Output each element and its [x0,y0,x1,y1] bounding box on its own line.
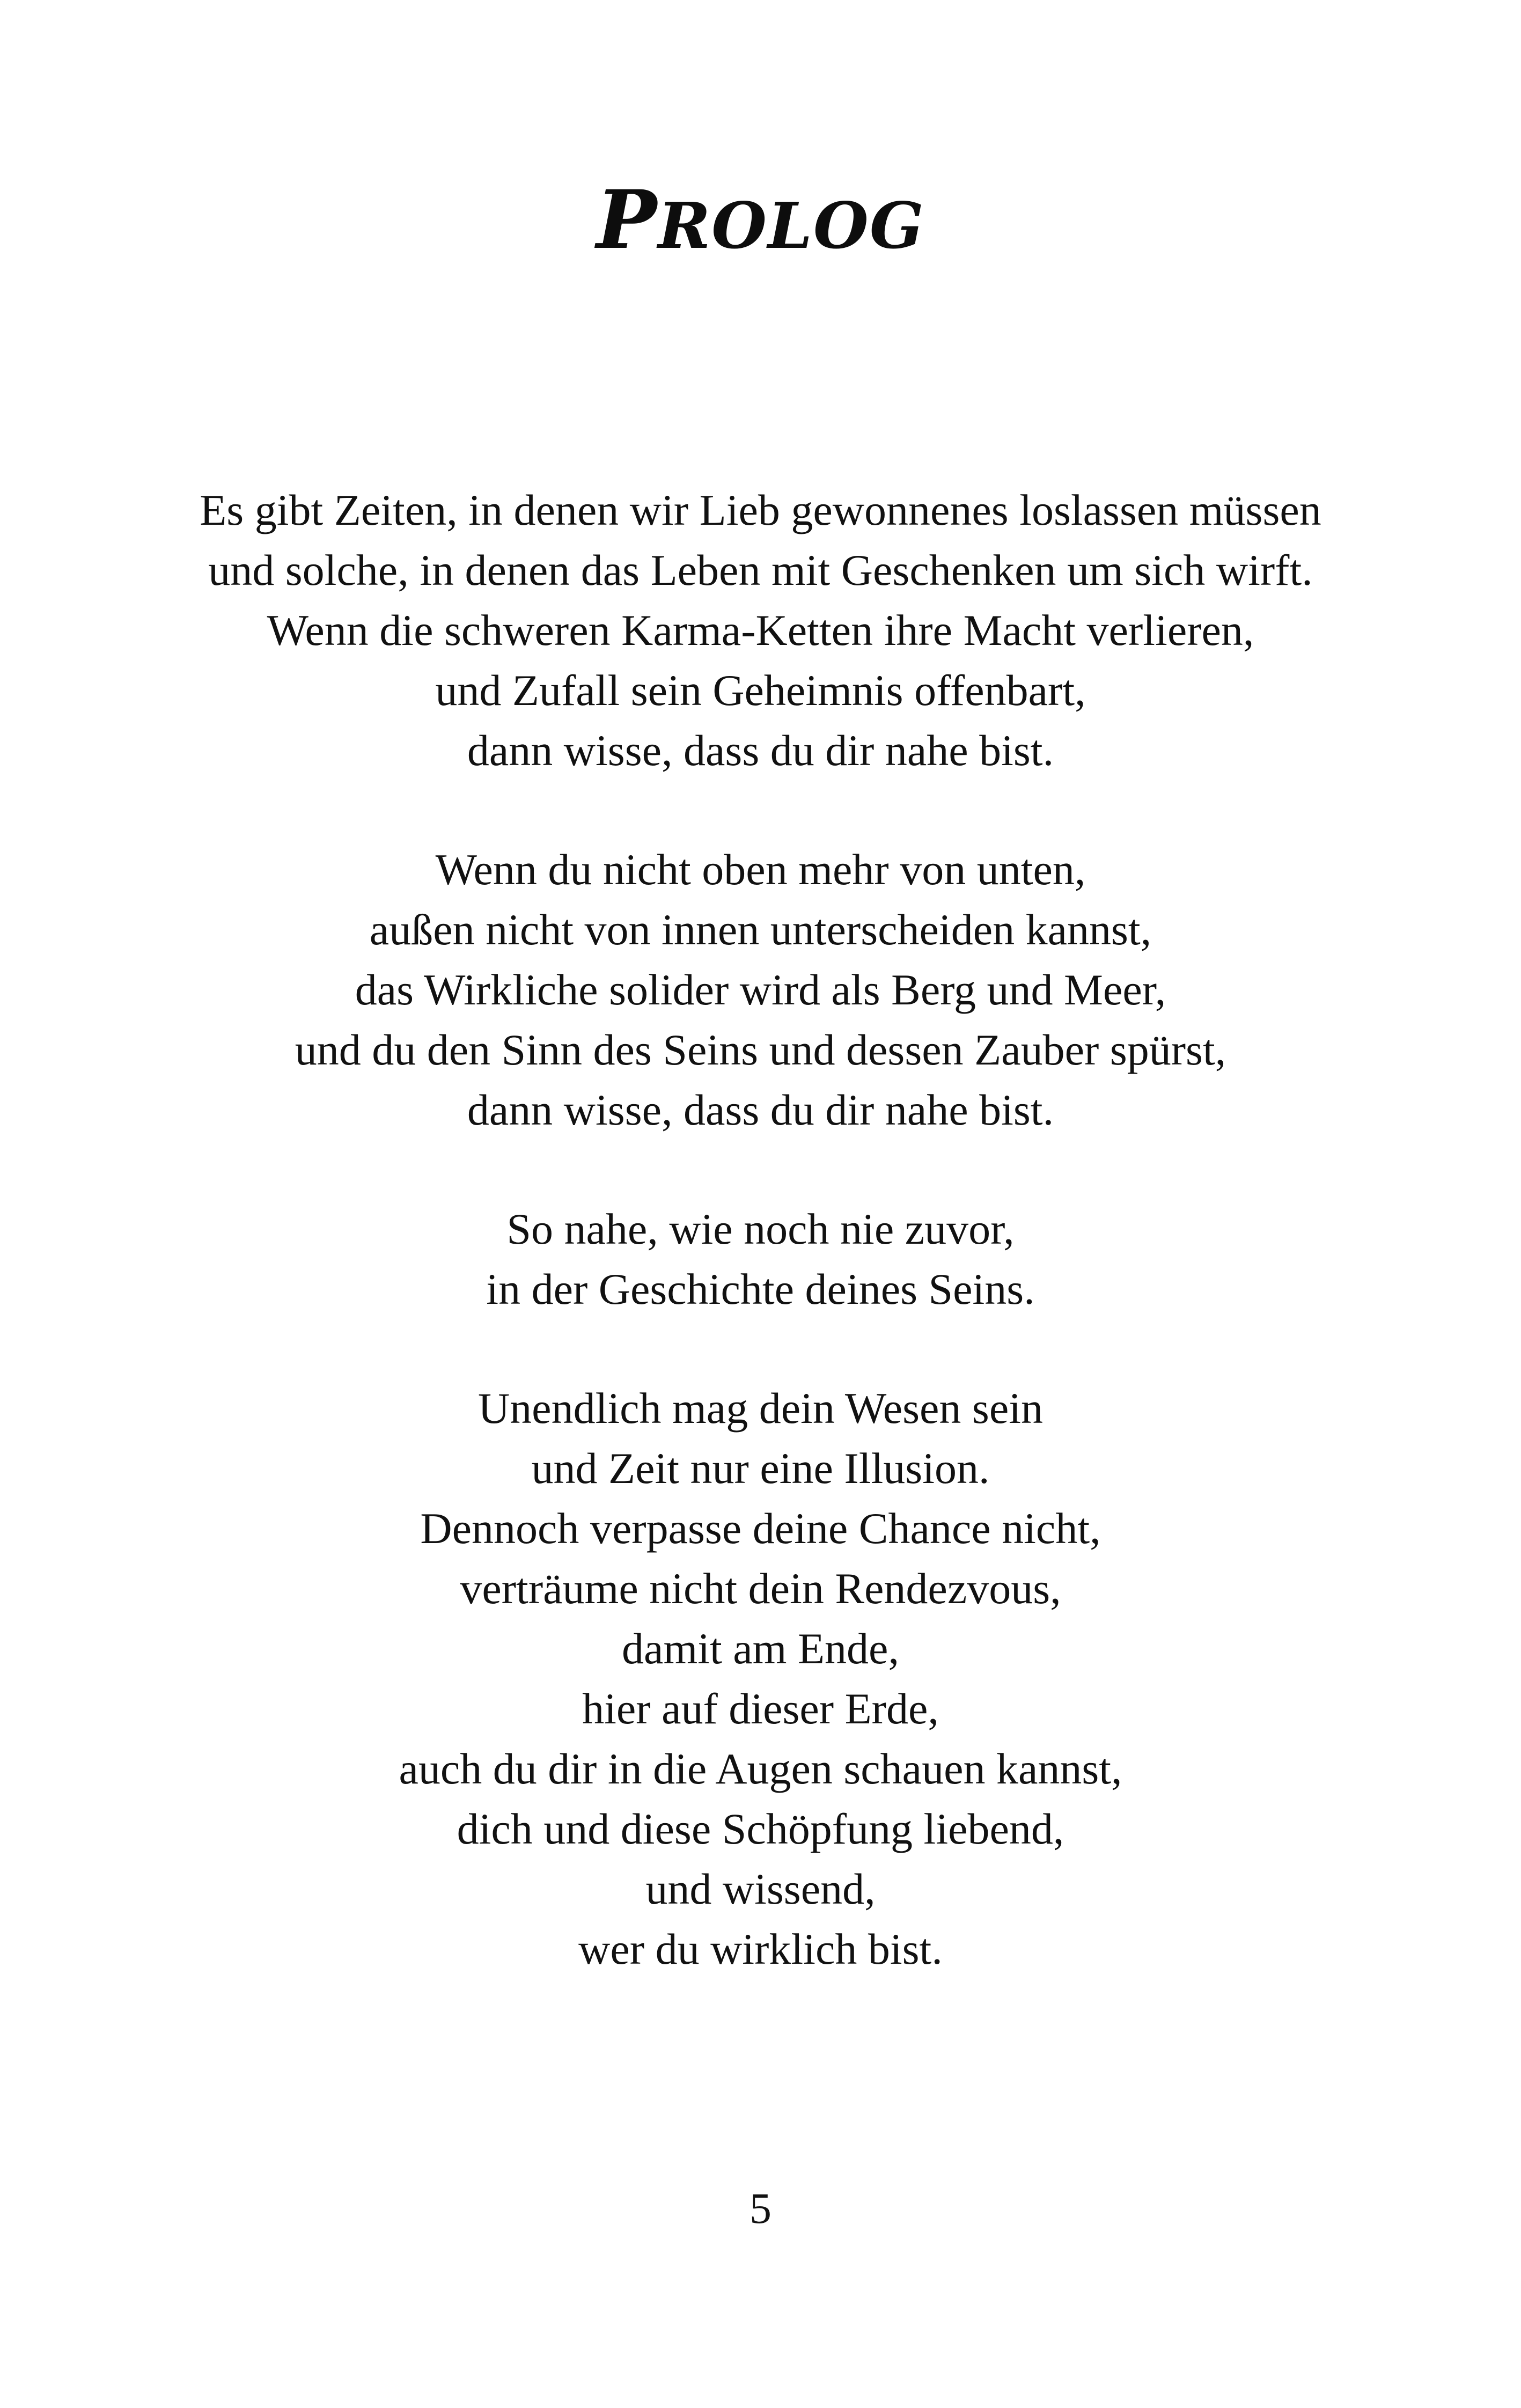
poem-line: außen nicht von innen unterscheiden kannst, [369,905,1152,954]
chapter-title-rest: ROLOG [658,188,925,263]
poem-line: Dennoch verpasse deine Chance nicht, [420,1504,1101,1553]
chapter-title [0,161,1521,285]
stanza-3 [97,1199,1424,1319]
poem-line: dich und diese Schöpfung liebend, [457,1804,1064,1853]
poem-line: verträume nicht dein Rendezvous, [460,1564,1061,1613]
poem-line: und solche, in denen das Leben mit Geschenken um sich wirft. [208,546,1313,594]
stanza-4 [97,1378,1424,1979]
poem-line: dann wisse, dass du dir nahe bist. [467,726,1054,775]
poem-line: damit am Ende, [622,1624,899,1673]
stanza-2 [97,840,1424,1140]
chapter-title-initial: P [596,173,658,267]
poem-line: auch du dir in die Augen schauen kannst, [399,1744,1122,1793]
poem-line: hier auf dieser Erde, [582,1684,939,1733]
poem-line: und Zeit nur eine Illusion. [531,1444,990,1493]
poem-line: Es gibt Zeiten, in denen wir Lieb gewonnenes loslassen müssen [200,486,1321,534]
poem-line: und Zufall sein Geheimnis offenbart, [435,666,1086,715]
poem-line: Unendlich mag dein Wesen sein [477,1384,1044,1433]
poem [97,480,1424,2038]
poem-line: und du den Sinn des Seins und dessen Zauber spürst, [295,1025,1226,1074]
page-number: 5 [750,2184,771,2233]
poem-line: in der Geschichte deines Seins. [486,1265,1035,1313]
poem-line: wer du wirklich bist. [578,1925,943,1973]
poem-line: Wenn die schweren Karma-Ketten ihre Macht verlieren, [267,606,1254,655]
poem-line: dann wisse, dass du dir nahe bist. [467,1085,1054,1134]
poem-line: und wissend, [645,1864,876,1913]
poem-line: das Wirkliche solider wird als Berg und Meer, [355,965,1166,1014]
poem-line: Wenn du nicht oben mehr von unten, [435,845,1086,894]
stanza-1 [97,480,1424,781]
poem-line: So nahe, wie noch nie zuvor, [506,1205,1015,1253]
